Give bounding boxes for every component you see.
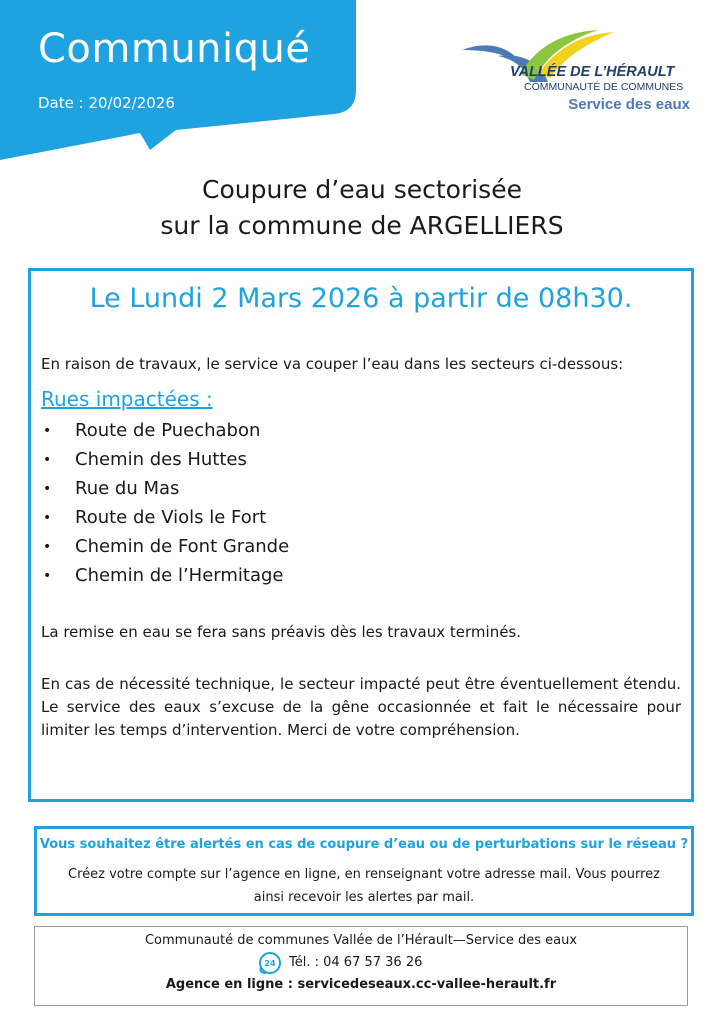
page-title: Communiqué <box>38 26 311 72</box>
street-name: Chemin de l’Hermitage <box>75 565 284 586</box>
vallee-herault-logo <box>458 24 698 120</box>
phone-24h-icon <box>257 951 283 975</box>
bullet-icon: • <box>43 510 52 526</box>
notice-box <box>28 268 694 802</box>
alert-question: Vous souhaitez être alertés en cas de coupure d’eau ou de perturbations sur le réseau ? <box>39 837 689 852</box>
alert-box <box>34 826 694 916</box>
footer-organization: Communauté de communes Vallée de l’Hérault—Service des eaux <box>144 933 578 948</box>
notice-title-line2: sur la commune de ARGELLIERS <box>160 211 564 240</box>
bullet-icon: • <box>43 481 52 497</box>
intro-text: En raison de travaux, le service va couper l’eau dans les secteurs ci-dessous: <box>41 355 624 373</box>
bullet-icon: • <box>43 452 52 468</box>
notice-title-line1: Coupure d’eau sectorisée <box>202 175 522 204</box>
alert-text: Créez votre compte sur l’agence en ligne, en renseignant votre adresse mail. Vous pourrez ainsi recevoir les alertes par mail. <box>68 867 660 905</box>
bullet-icon: • <box>43 423 52 439</box>
footer-agency-link[interactable]: Agence en ligne : servicedeseaux.cc-vallee-herault.fr <box>165 977 557 992</box>
header-badge <box>0 0 356 160</box>
notice-title <box>0 172 724 244</box>
bullet-icon: • <box>43 539 52 555</box>
streets-heading: Rues impactées : <box>41 387 213 411</box>
street-name: Rue du Mas <box>75 478 180 499</box>
logo-service: Service des eaux <box>568 96 690 113</box>
header-badge-shape <box>0 0 356 160</box>
logo-name: VALLÉE DE L’HÉRAULT <box>510 64 675 80</box>
footer-box <box>34 926 688 1006</box>
street-name: Route de Viols le Fort <box>75 507 267 528</box>
technical-note: En cas de nécessité technique, le secteur impacté peut être éventuellement étendu. Le service des eaux s’excuse de la gêne occasionnée et fait le nécessaire pour limiter les temps d’intervention. Merci de votre compréhension. <box>41 675 681 739</box>
cut-date-heading: Le Lundi 2 Mars 2026 à partir de 08h30. <box>89 283 633 314</box>
notice-date: Date : 20/02/2026 <box>38 94 175 112</box>
footer-phone: Tél. : 04 67 57 36 26 <box>289 955 423 970</box>
street-name: Chemin de Font Grande <box>75 536 290 557</box>
street-name: Chemin des Huttes <box>75 449 247 470</box>
logo-subtitle: COMMUNAUTÉ DE COMMUNES <box>524 81 684 93</box>
phone-icon-label: 24 <box>264 959 276 968</box>
bullet-icon: • <box>43 568 52 584</box>
street-name: Route de Puechabon <box>75 420 261 441</box>
restoration-text: La remise en eau se fera sans préavis dès les travaux terminés. <box>41 623 522 641</box>
